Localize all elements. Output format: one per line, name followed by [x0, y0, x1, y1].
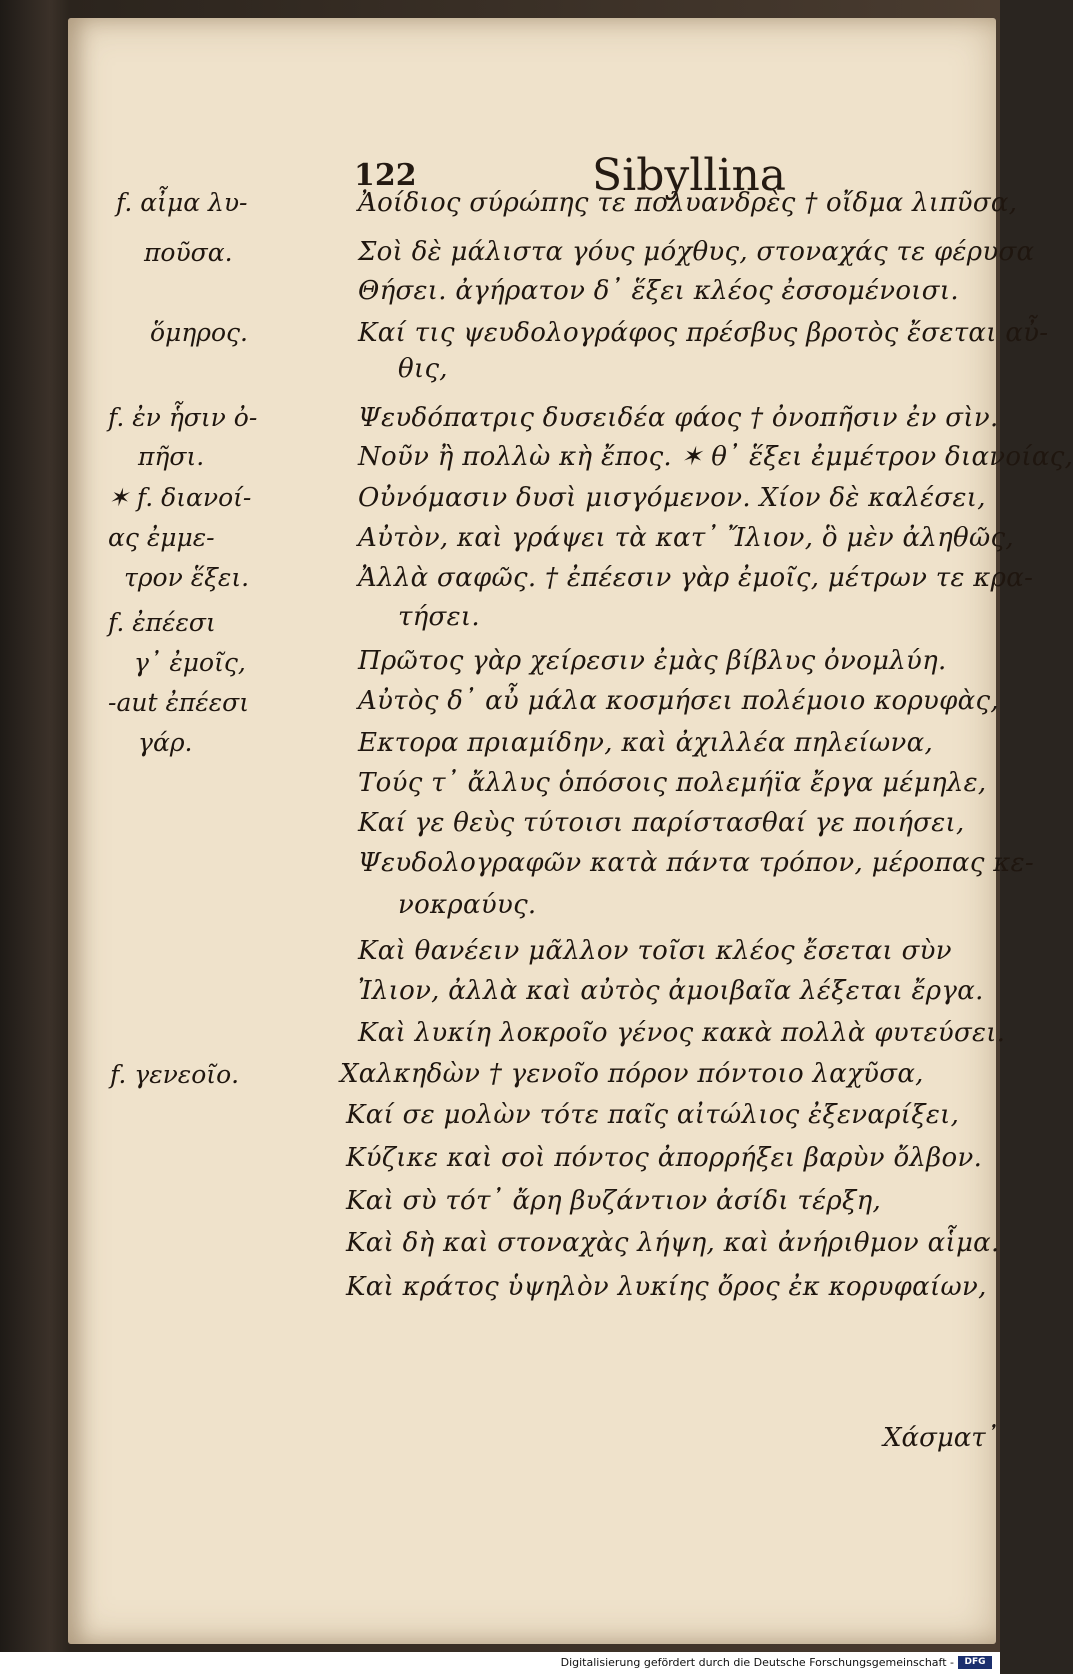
margin-note: γ᾽ ἐμοῖς, [134, 648, 246, 677]
text-line: Αὐτὸς δ᾽ αὖ μάλα κοσμήσει πολέμοιο κορυφὰς, [358, 686, 999, 716]
text-line: Ἀοίδιος σύρώπης τε πολυανδρὲς † οἴδμα λιπῦσα, [358, 188, 1018, 218]
text-line: Σοὶ δὲ μάλιστα γόυς μόχθυς, στοναχάς τε φέρυσα [358, 237, 1035, 267]
text-line: τήσει. [398, 602, 480, 632]
margin-note: f. γενεοῖο. [110, 1060, 240, 1089]
text-line: Καὶ κράτος ὑψηλὸν λυκίης ὄρος ἐκ κορυφαίων, [346, 1272, 987, 1302]
text-line: Ψευδόπατρις δυσειδέα φάος † ὀνοπῆσιν ἐν σὶν. [358, 403, 999, 433]
text-line: Τούς τ᾽ ἄλλυς ὁπόσοις πολεμήϊα ἔργα μέμηλε, [358, 768, 987, 798]
margin-note: ποῦσα. [144, 238, 233, 267]
text-line: Ἀλλὰ σαφῶς. † ἐπέεσιν γὰρ ἐμοῖς, μέτρων τε κρα- [358, 563, 1034, 593]
text-line: Καί τις ψευδολογράφος πρέσβυς βροτὸς ἔσεται αὖ- [358, 318, 1049, 348]
margin-note: ας ἐμμε- [108, 523, 215, 552]
text-line: Εκτορα πριαμίδην, καὶ ἀχιλλέα πηλείωνα, [358, 728, 934, 758]
margin-note: f. ἐν ἧσιν ὀ- [108, 403, 258, 432]
text-line: Καί σε μολὼν τότε παῖς αἰτώλιος ἐξεναρίξει, [346, 1100, 960, 1130]
text-line: Καί γε θεὺς τύτοισι παρίστασθαί γε ποιήσει, [358, 808, 965, 838]
text-line: Ψευδολογραφῶν κατὰ πάντα τρόπον, μέροπας κε- [358, 848, 1034, 878]
margin-note: f. αἶμα λυ- [116, 188, 248, 217]
dfg-logo: DFG [958, 1656, 992, 1669]
text-line: Καὶ δὴ καὶ στοναχὰς λήψη, καὶ ἀνήριθμον αἷμα. [346, 1228, 1000, 1258]
text-line: Καὶ θανέειν μᾶλλον τοῖσι κλέος ἔσεται σὺν [358, 936, 952, 966]
page-number: 122 [354, 158, 417, 193]
text-line: Χαλκηδὼν † γενοῖο πόρον πόντοιο λαχῦσα, [340, 1059, 924, 1089]
margin-note: -aut ἐπέεσι [108, 688, 249, 717]
margin-note: ✶ f. διανοί- [108, 483, 252, 512]
text-line: Θήσει. ἀγήρατον δ᾽ ἕξει κλέος ἐσσομένοισι. [358, 276, 959, 306]
text-line: Οὐνόμασιν δυσὶ μισγόμενον. Χίον δὲ καλέσει, [358, 483, 986, 513]
footer-text: Digitalisierung gefördert durch die Deutsche Forschungsgemeinschaft - [560, 1656, 954, 1669]
text-line: Κύζικε καὶ σοὶ πόντος ἀπορρήξει βαρὺν ὄλβον. [346, 1143, 983, 1173]
text-line: νοκραύυς. [398, 890, 537, 920]
text-line: Καὶ λυκίη λοκροῖο γένος κακὰ πολλὰ φυτεύσει. [358, 1018, 1006, 1048]
footer-bar [0, 1652, 1000, 1674]
text-line: Καὶ σὺ τότ᾽ ἄρη βυζάντιον ἀσίδι τέρξη, [346, 1186, 882, 1216]
text-line: Ἰλιον, ἀλλὰ καὶ αὐτὸς ἀμοιβαῖα λέξεται ἔργα. [358, 976, 984, 1006]
margin-note: f. ἐπέεσι [108, 608, 216, 637]
text-line: θις, [398, 354, 448, 384]
book-page [68, 18, 1073, 1644]
margin-note: γάρ. [138, 728, 193, 757]
margin-note: πῆσι. [138, 442, 205, 471]
text-line: Πρῶτος γὰρ χείρεσιν ἐμὰς βίβλυς ὀνομλύη. [358, 646, 947, 676]
text-line: Νοῦν ἢ πολλὼ κὴ ἔπος. ✶ θ᾽ ἕξει ἐμμέτρον διανοίας, [358, 442, 1073, 472]
running-head: Sibyllina [592, 150, 787, 201]
catchword: Χάσματ᾽ [883, 1423, 999, 1453]
margin-note: τρον ἕξει. [124, 563, 250, 592]
margin-note: ὅμηρος. [150, 318, 248, 347]
text-line: Αὐτὸν, καὶ γράψει τὰ κατ᾽ Ἴλιον, ὃ μὲν ἀληθῶς, [358, 523, 1014, 553]
